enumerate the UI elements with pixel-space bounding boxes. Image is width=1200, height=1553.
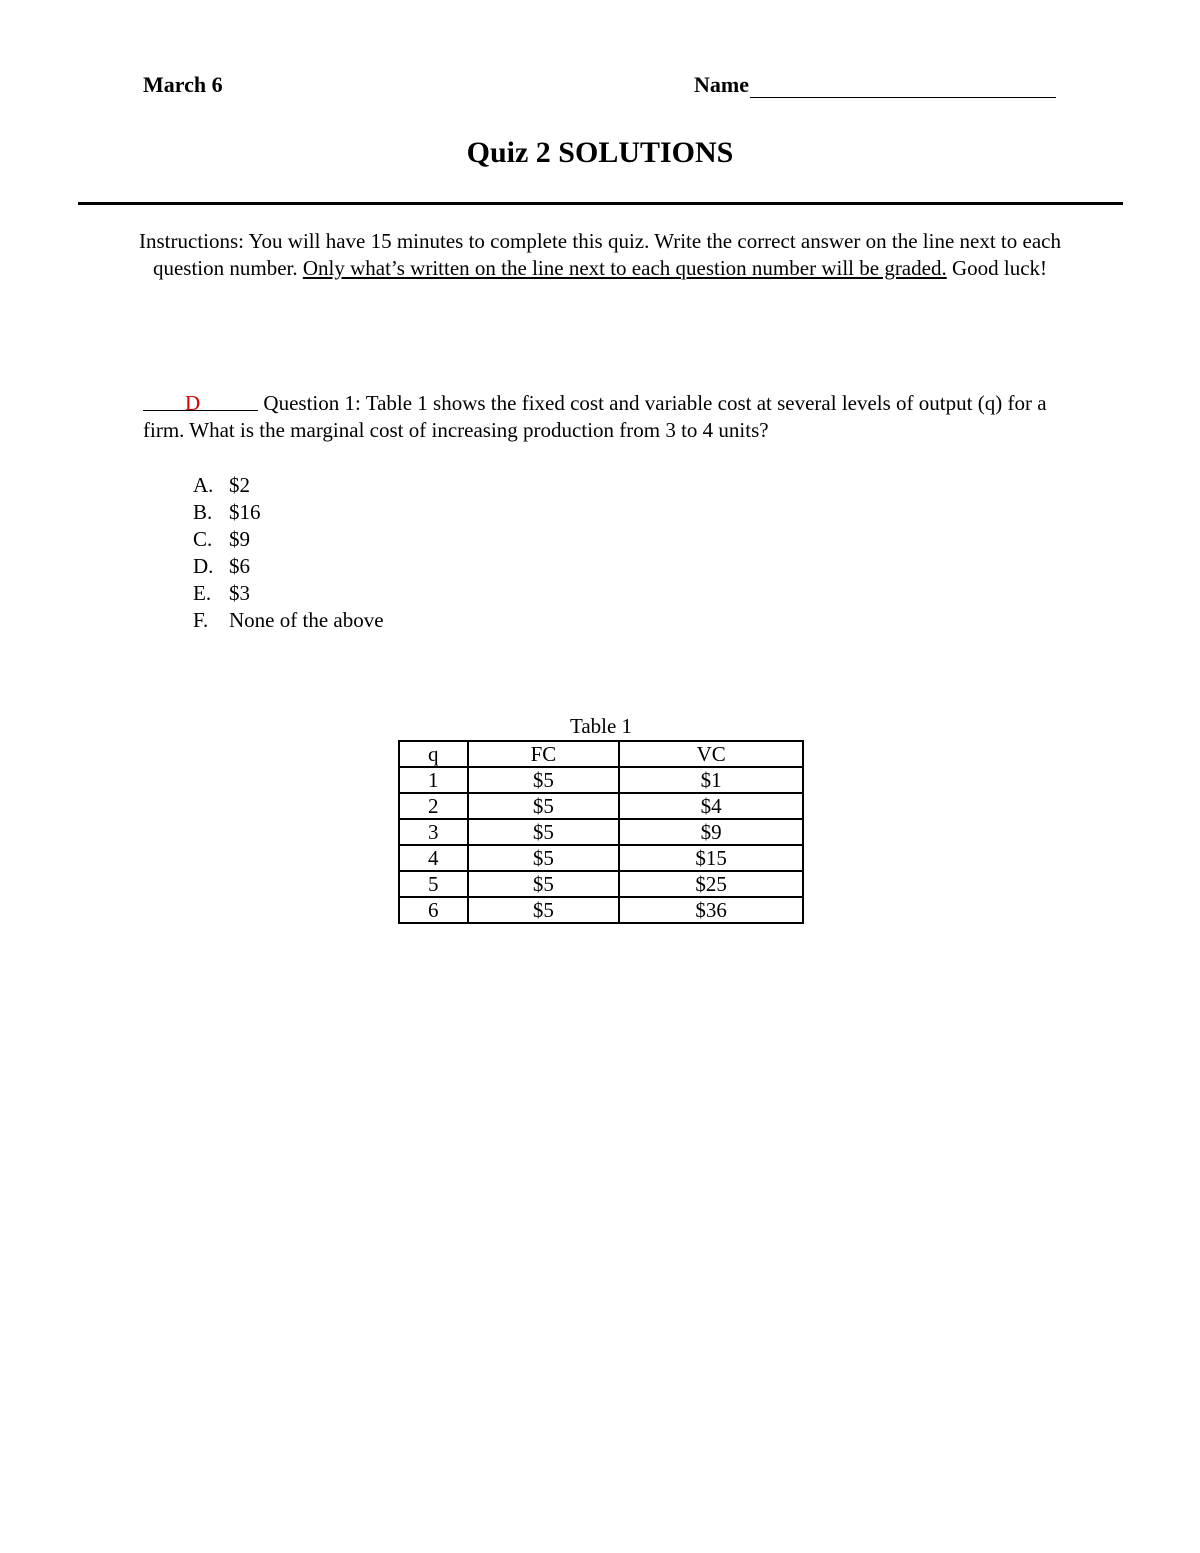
option-text: $6 [229, 554, 250, 578]
table-cell: $5 [468, 767, 620, 793]
table-cell: $5 [468, 793, 620, 819]
option-letter: C. [193, 527, 213, 551]
table-row [399, 897, 803, 923]
table-cell: 4 [399, 845, 468, 871]
instructions [130, 228, 1070, 282]
page-title: Quiz 2 SOLUTIONS [466, 136, 734, 169]
quiz-date: March 6 [143, 72, 223, 97]
option-text: $9 [229, 527, 250, 551]
table-row [399, 793, 803, 819]
column-header: FC [468, 741, 620, 767]
option-e [193, 580, 384, 607]
instructions-underlined: Only what’s written on the line next to each question number will be graded. [302, 256, 947, 280]
table-cell: $15 [619, 845, 803, 871]
name-field [694, 72, 1056, 98]
question-1-text: Question 1: Table 1 shows the fixed cost and variable cost at several levels of output (q) for a firm. What is the marginal cost of increasing production from 3 to 4 units? [143, 391, 1047, 442]
table-cell: 5 [399, 871, 468, 897]
option-text: $16 [229, 500, 261, 524]
table-cell: $1 [619, 767, 803, 793]
option-text: $2 [229, 473, 250, 497]
title-divider [78, 202, 1123, 205]
instructions-text: Instructions: You will have 15 minutes to complete this quiz. Write the correct answer on the line next to each question number. [139, 229, 1061, 280]
column-header: VC [619, 741, 803, 767]
table-cell: 1 [399, 767, 468, 793]
table-cell: $9 [619, 819, 803, 845]
table-row [399, 871, 803, 897]
option-letter: A. [193, 473, 214, 497]
option-a [193, 472, 384, 499]
table-cell: 2 [399, 793, 468, 819]
name-label: Name [694, 72, 749, 97]
column-header: q [399, 741, 468, 767]
option-text: None of the above [229, 608, 384, 632]
name-line[interactable] [750, 75, 1056, 98]
table-row [399, 767, 803, 793]
table-row [399, 845, 803, 871]
option-c [193, 526, 384, 553]
answer-line[interactable] [143, 390, 258, 415]
instructions-closing: Good luck! [946, 256, 1048, 280]
option-f [193, 607, 384, 634]
table-cell: $36 [619, 897, 803, 923]
table-header-row [399, 741, 803, 767]
table-cell: $5 [468, 845, 620, 871]
option-letter: B. [193, 500, 213, 524]
option-letter: D. [193, 554, 214, 578]
table-cell: $5 [468, 819, 620, 845]
option-letter: E. [193, 581, 212, 605]
option-text: $3 [229, 581, 250, 605]
answer-value: D [185, 391, 201, 415]
cost-table [398, 740, 804, 924]
table-cell: 3 [399, 819, 468, 845]
table-cell: 6 [399, 897, 468, 923]
table-row [399, 819, 803, 845]
table-cell: $4 [619, 793, 803, 819]
option-b [193, 499, 384, 526]
question-1 [143, 390, 1053, 444]
answer-options [193, 472, 384, 634]
option-d [193, 553, 384, 580]
table-caption: Table 1 [569, 714, 633, 738]
option-letter: F. [193, 608, 209, 632]
table-cell: $5 [468, 897, 620, 923]
table-cell: $25 [619, 871, 803, 897]
table-cell: $5 [468, 871, 620, 897]
